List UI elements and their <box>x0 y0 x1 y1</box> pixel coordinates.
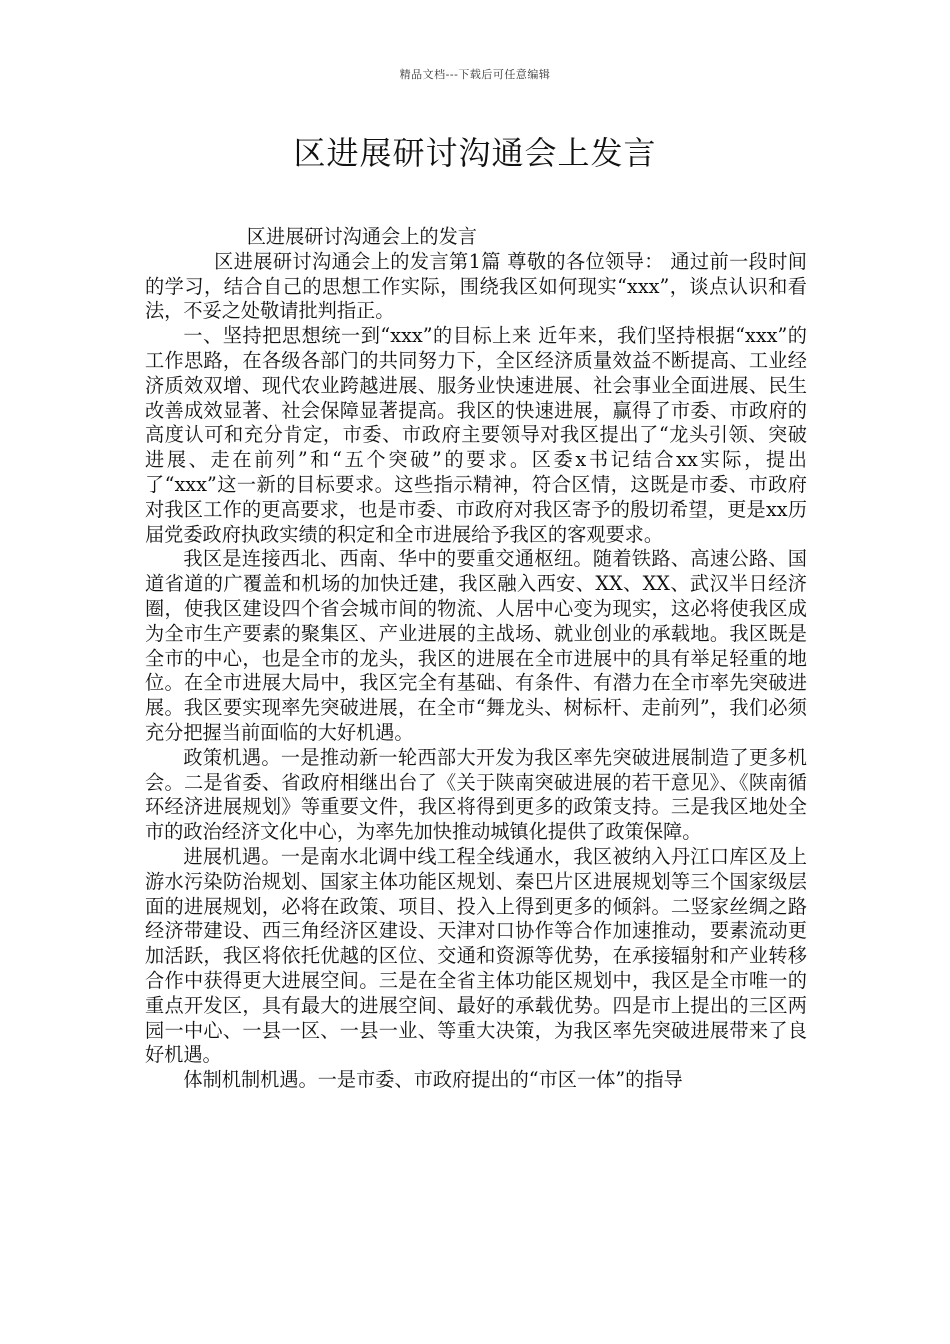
header-note: 精品文档---下载后可任意编辑 <box>399 68 551 81</box>
document-title: 区进展研讨沟通会上发言 <box>293 134 657 172</box>
body-paragraph: 区进展研讨沟通会上的发言第1篇 尊敬的各位领导： 通过前一段时间的学习，结合自己的思想工作实际，围绕我区如何现实“xxx”，谈点认识和看法，不妥之处敬请批判指正。 <box>145 249 807 323</box>
document-body <box>145 225 807 1093</box>
subtitle-paragraph: 区进展研讨沟通会上的发言 <box>246 225 477 248</box>
body-paragraph: 一、坚持把思想统一到“xxx”的目标上来 近年来，我们坚持根据“xxx”的工作思路，在各级各部门的共同努力下，全区经济质量效益不断提高、工业经济质效双增、现代农业跨越进展、服务业快速进展、社会事业全面进展、民生改善成效显著、社会保障显著提高。我区的快速进展，赢得了市委、市政府的高度认可和充分肯定，市委、市政府主要领导对我区提出了“龙头引领、突破进展、走在前列”和“五个突破”的要求。区委x书记结合xx实际，提出了“xxx”这一新的目标要求。这些指示精神，符合区情，这既是市委、市政府对我区工作的更高要求，也是市委、市政府对我区寄予的殷切希望，更是xx历届党委政府执政实绩的积定和全市进展给予我区的客观要求。 <box>145 324 807 546</box>
body-paragraph: 我区是连接西北、西南、华中的要重交通枢纽。随着铁路、高速公路、国道省道的广覆盖和机场的加快迁建，我区融入西安、XX、XX、武汉半日经济圈，使我区建设四个省会城市间的物流、人居中心变为现实，这必将使我区成为全市生产要素的聚集区、产业进展的主战场、就业创业的承载地。我区既是全市的中心，也是全市的龙头，我区的进展在全市进展中的具有举足轻重的地位。在全市进展大局中，我区完全有基础、有条件、有潜力在全市率先突破进展。我区要实现率先突破进展，在全市“舞龙头、树标杆、走前列”，我们必须充分把握当前面临的大好机遇。 <box>145 547 807 744</box>
body-paragraph: 政策机遇。一是推动新一轮西部大开发为我区率先突破进展制造了更多机会。二是省委、省政府相继出台了《关于陕南突破进展的若干意见》、《陕南循环经济进展规划》等重要文件，我区将得到更多的政策支持。三是我区地处全市的政治经济文化中心，为率先加快推动城镇化提供了政策保障。 <box>145 745 807 844</box>
body-paragraph: 体制机制机遇。一是市委、市政府提出的“市区一体”的指导 <box>183 1068 683 1092</box>
body-paragraph: 进展机遇。一是南水北调中线工程全线通水，我区被纳入丹江口库区及上游水污染防治规划、国家主体功能区规划、秦巴片区进展规划等三个国家级层面的进展规划，必将在政策、项目、投入上得到更多的倾斜。二竖家丝绸之路经济带建设、西三角经济区建设、天津对口协作等合作加速推动，要素流动更加活跃，我区将依托优越的区位、交通和资源等优势，在承接辐射和产业转移合作中获得更大进展空间。三是在全省主体功能区规划中，我区是全市唯一的重点开发区，具有最大的进展空间、最好的承载优势。四是市上提出的三区两园一中心、一县一区、一县一业、等重大决策，为我区率先突破进展带来了良好机遇。 <box>145 844 807 1067</box>
